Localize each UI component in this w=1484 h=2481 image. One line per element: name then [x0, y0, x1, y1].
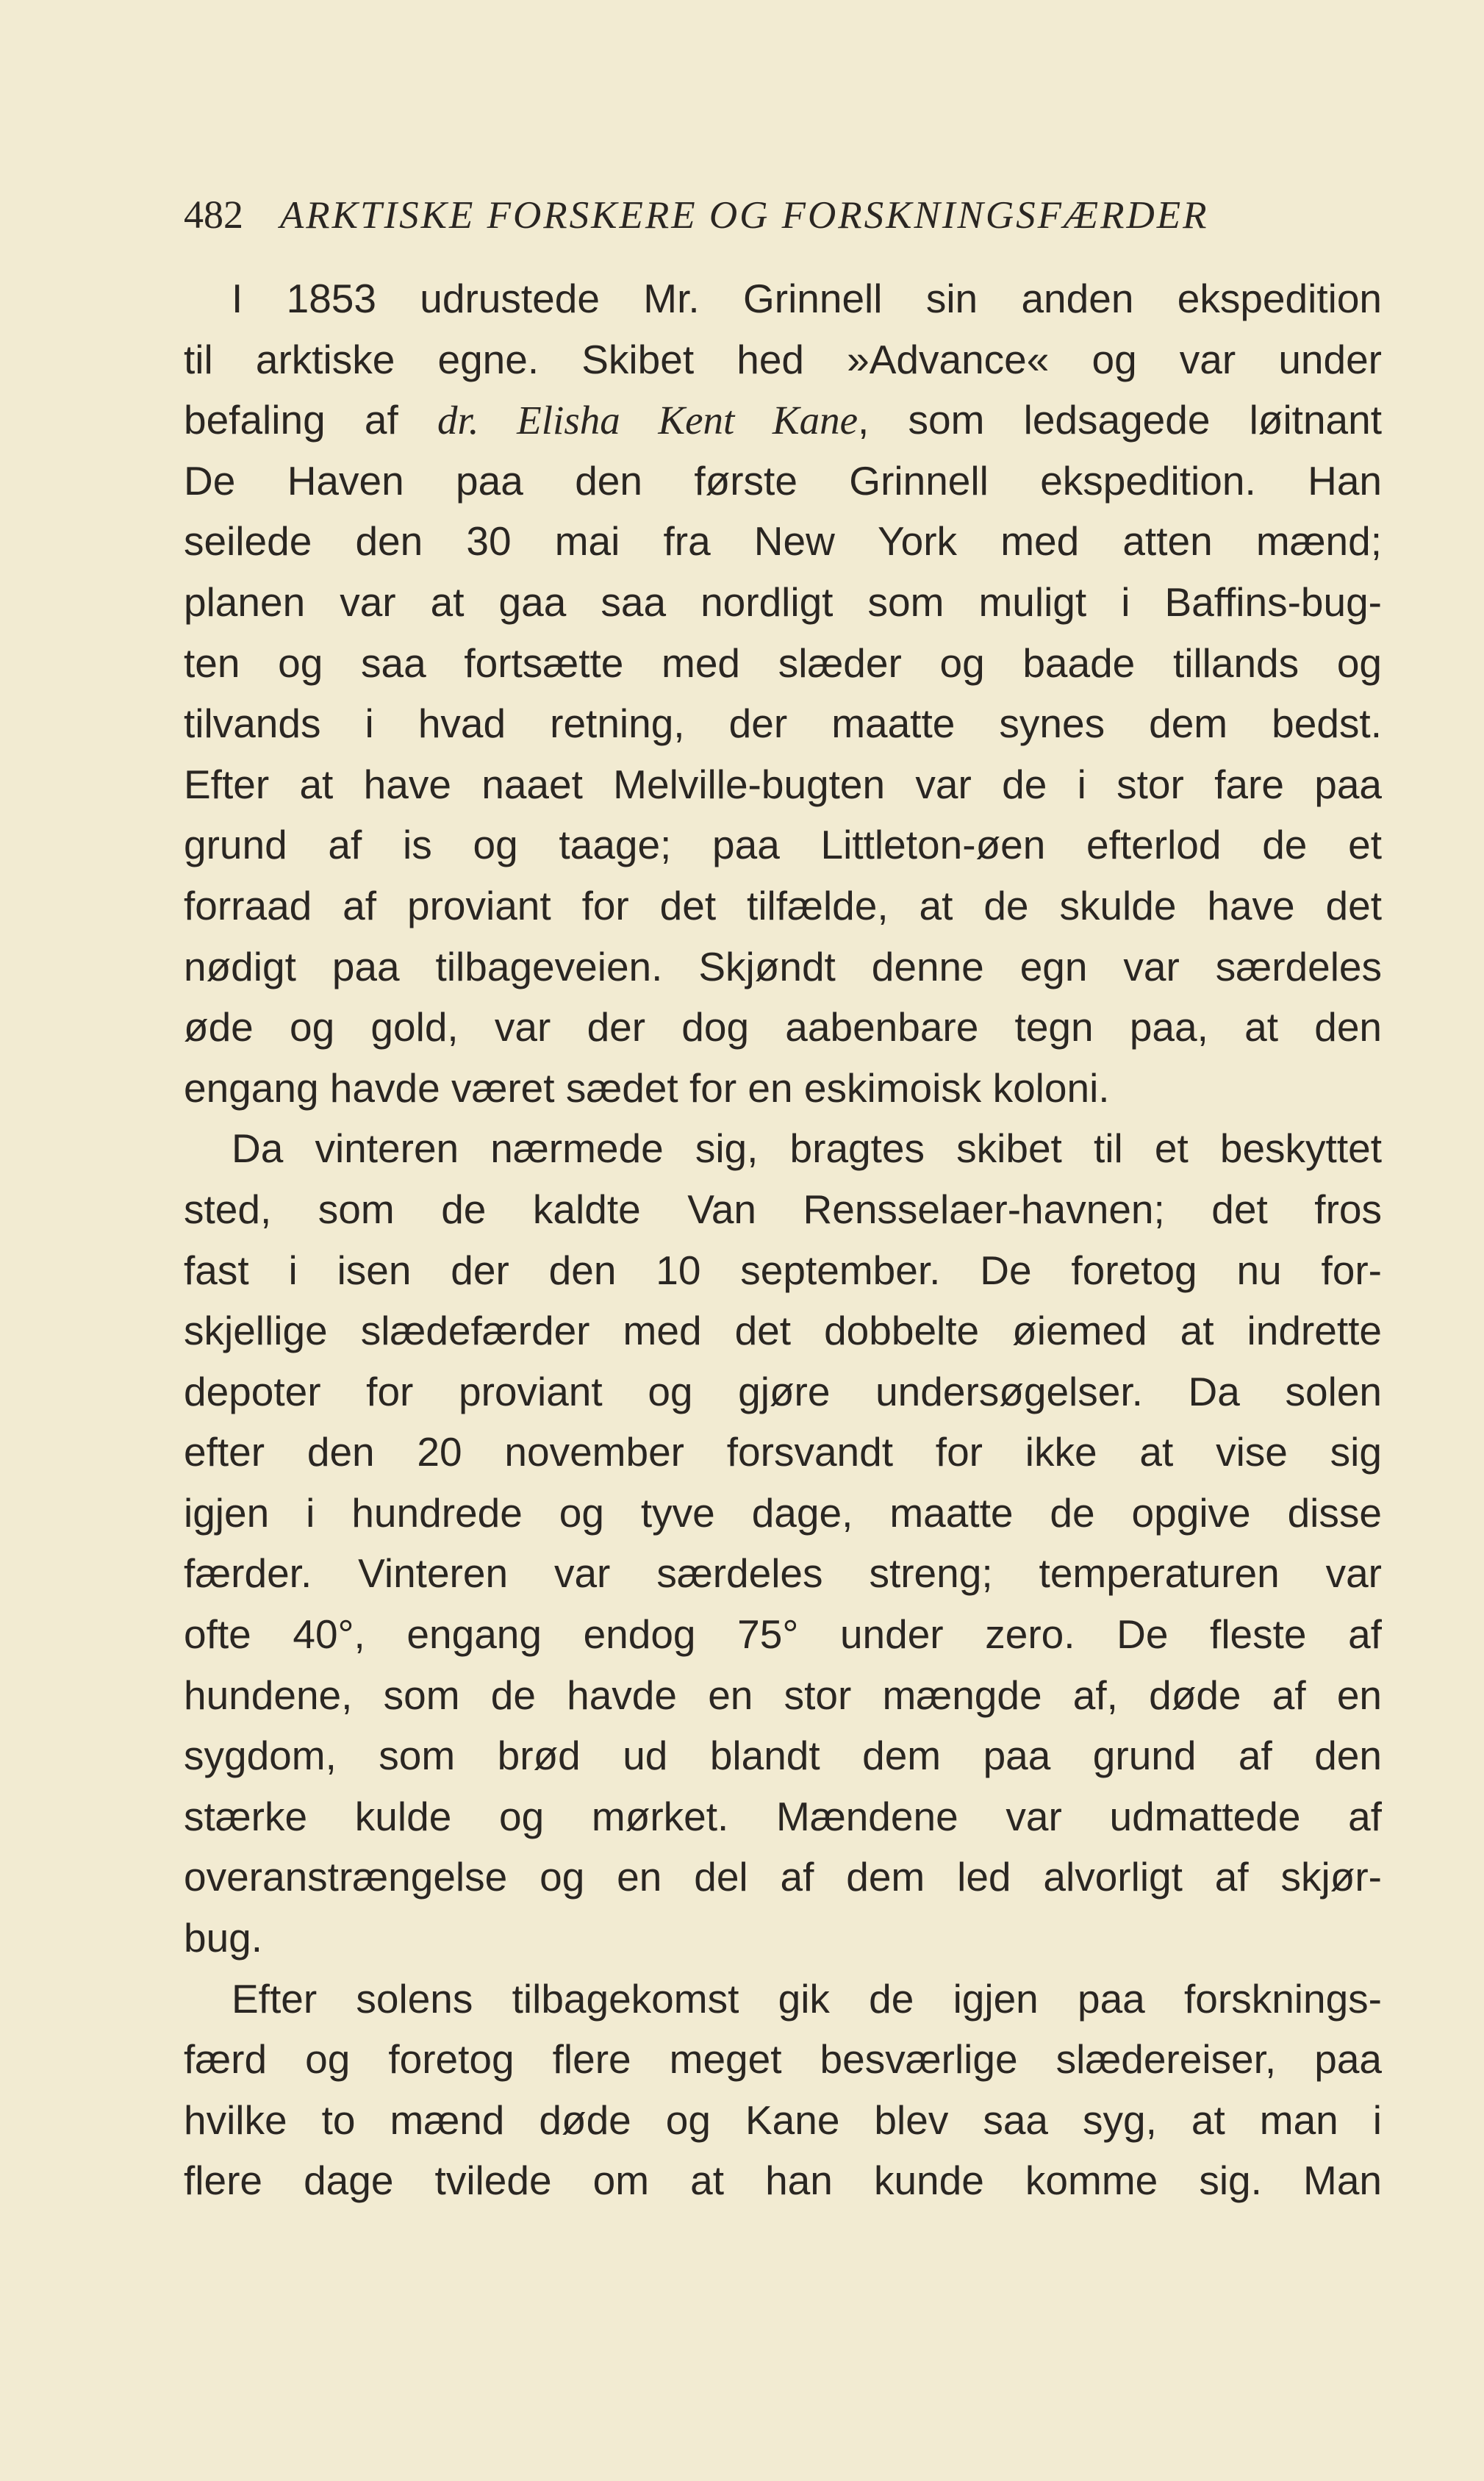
- text-line: planen var at gaa saa nordligt som muligt i Baffins-bug-: [184, 579, 1382, 625]
- text-line: øde og gold, var der dog aabenbare tegn paa, at den: [184, 1004, 1382, 1050]
- text-line: Efter at have naaet Melville-bugten var de i stor fare paa: [184, 761, 1382, 807]
- text-line: depoter for proviant og gjøre undersøgelser. Da solen: [184, 1368, 1382, 1414]
- text-line: til arktiske egne. Skibet hed »Advance« og var under: [184, 336, 1382, 382]
- running-head: ARKTISKE FORSKERE OG FORSKNINGSFÆRDER: [279, 194, 1209, 237]
- text-line: efter den 20 november forsvandt for ikke at vise sig: [184, 1429, 1382, 1475]
- text-line: sygdom, som brød ud blandt dem paa grund af den: [184, 1733, 1382, 1779]
- text-fragment: , som ledsagede løitnant: [858, 397, 1382, 443]
- text-line: stærke kulde og mørket. Mændene var udmattede af: [184, 1793, 1382, 1839]
- body-text: [184, 268, 1382, 2211]
- text-line: overanstrængelse og en del af dem led alvorligt af skjør-: [184, 1854, 1382, 1900]
- text-line: skjellige slædefærder med det dobbelte øiemed at indrette: [184, 1308, 1382, 1354]
- text-line: hundene, som de havde en stor mængde af, døde af en: [184, 1672, 1382, 1718]
- text-line: færd og foretog flere meget besværlige slædereiser, paa: [184, 2036, 1382, 2083]
- page-header: [184, 185, 1397, 244]
- text-line: færder. Vinteren var særdeles streng; temperaturen var: [184, 1550, 1382, 1597]
- text-line: Da vinteren nærmede sig, bragtes skibet til et beskyttet: [232, 1125, 1382, 1172]
- text-line: forraad af proviant for det tilfælde, at de skulde have det: [184, 882, 1382, 928]
- text-line: seilede den 30 mai fra New York med atten mænd;: [184, 518, 1382, 565]
- text-line: nødigt paa tilbageveien. Skjøndt denne egn var særdeles: [184, 943, 1382, 989]
- text-line: flere dage tvilede om at han kunde komme sig. Man: [184, 2158, 1382, 2204]
- text-line: Efter solens tilbagekomst gik de igjen paa forsknings-: [232, 1975, 1382, 2022]
- person-name: dr. Elisha Kent Kane: [437, 398, 859, 443]
- text-line: ofte 40°, engang endog 75° under zero. De fleste af: [184, 1611, 1382, 1658]
- page-number: 482: [184, 193, 243, 237]
- text-line: fast i isen der den 10 september. De foretog nu for-: [184, 1247, 1382, 1293]
- text-line: igjen i hundrede og tyve dage, maatte de opgive disse: [184, 1489, 1382, 1536]
- text-line: [184, 390, 1382, 451]
- text-line: ten og saa fortsætte med slæder og baade tillands og: [184, 640, 1382, 686]
- text-line: tilvands i hvad retning, der maatte synes dem bedst.: [184, 701, 1382, 747]
- text-line: I 1853 udrustede Mr. Grinnell sin anden ekspedition: [232, 276, 1382, 321]
- text-line: engang havde været sædet for en eskimoisk koloni.: [184, 1064, 1110, 1111]
- text-line: sted, som de kaldte Van Rensselaer-havnen; det fros: [184, 1186, 1382, 1232]
- text-fragment: befaling af: [184, 397, 437, 443]
- text-line: De Haven paa den første Grinnell ekspedition. Han: [184, 457, 1382, 504]
- text-line: hvilke to mænd døde og Kane blev saa syg, at man i: [184, 2097, 1382, 2143]
- text-line: grund af is og taage; paa Littleton-øen efterlod de et: [184, 822, 1382, 868]
- text-line: bug.: [184, 1915, 263, 1961]
